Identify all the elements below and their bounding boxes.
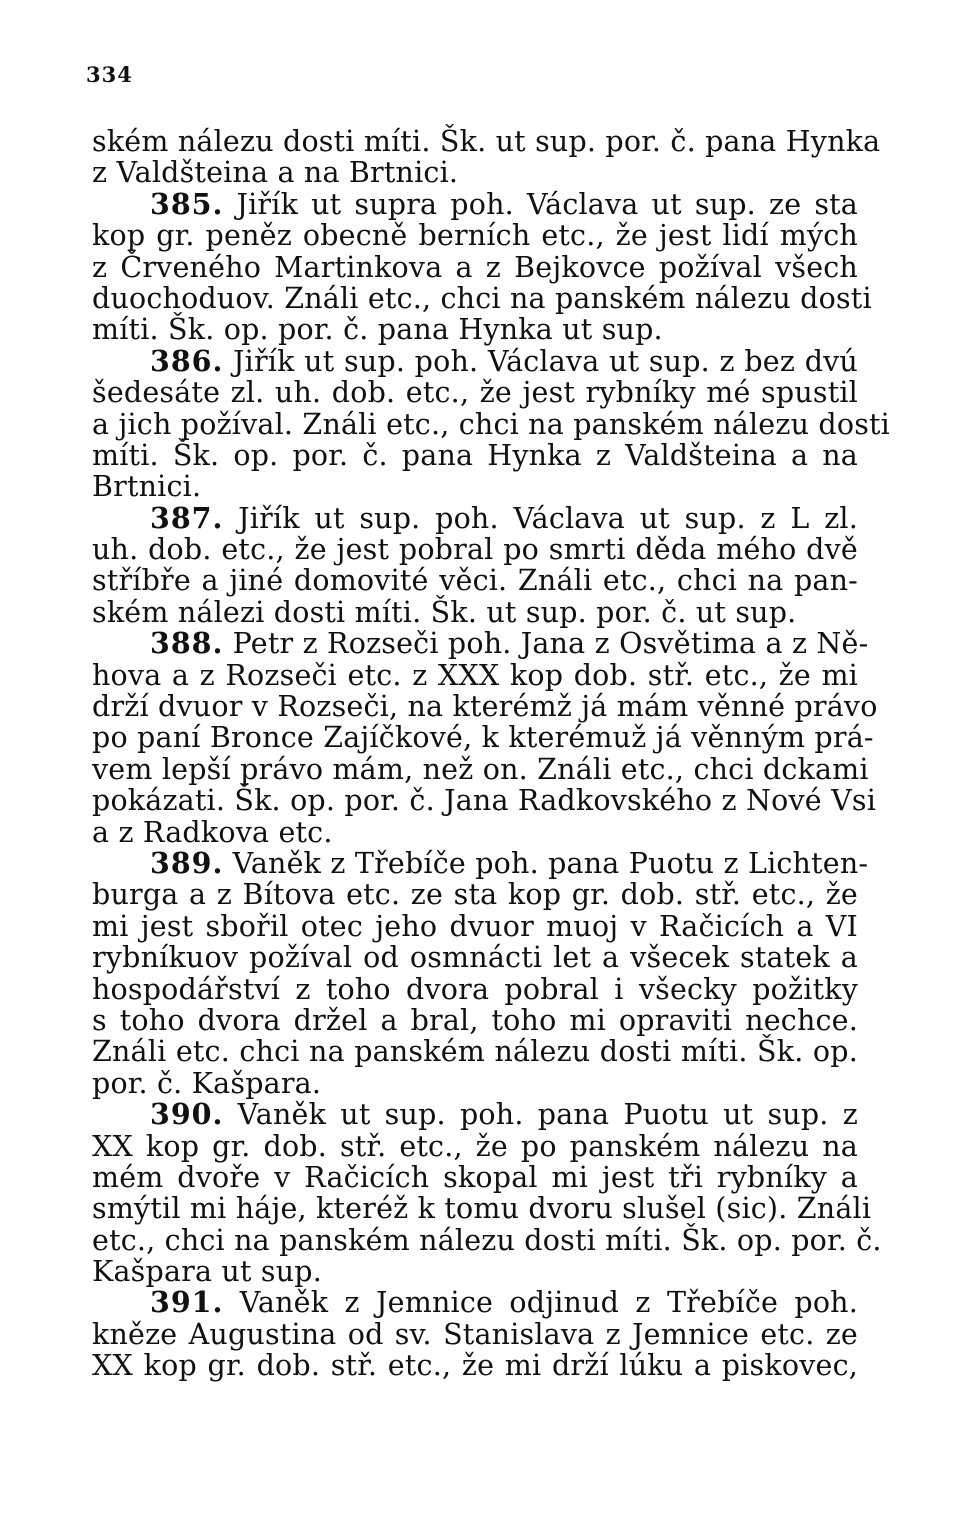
text-line — [92, 1036, 858, 1067]
text-line — [92, 1131, 858, 1162]
text-line — [92, 440, 858, 471]
line-text: kop gr. peněz obecně berních etc., že jest lidí mých — [92, 219, 858, 253]
text-line — [92, 1068, 858, 1099]
text-line — [92, 597, 858, 628]
text-line — [92, 186, 858, 221]
line-text: Jiřík ut supra poh. Václava ut sup. ze sta — [223, 187, 858, 221]
text-line — [92, 817, 858, 848]
entry-number: 390. — [150, 1097, 224, 1132]
line-text: ském nálezu dosti míti. Šk. ut sup. por. č. pana Hynka — [92, 125, 881, 158]
line-text: míti. Šk. op. por. č. pana Hynka z Valdšteina a na — [92, 438, 858, 472]
line-text: Jiřík ut sup. poh. Václava ut sup. z bez dvú — [223, 344, 858, 378]
line-text: mi jest sbořil otec jeho dvuor muoj v Račicích a VI — [92, 909, 858, 943]
entry-number: 386. — [150, 343, 224, 378]
line-text: a jich požíval. Ználi etc., chci na panském nálezu dosti — [92, 407, 890, 441]
line-text: duochoduov. Ználi etc., chci na panském nálezu dosti — [92, 281, 872, 315]
line-text: Brtnici. — [92, 470, 202, 504]
text-line — [92, 1223, 882, 1257]
line-text: etc., chci na panském nálezu dosti míti. Šk. op. por. č. — [92, 1223, 882, 1257]
text-line — [92, 1350, 858, 1381]
text-line — [92, 879, 858, 910]
text-line — [92, 660, 858, 691]
text-line — [92, 784, 877, 818]
line-text: Vaněk ut sup. poh. pana Puotu ut sup. z — [223, 1098, 858, 1132]
text-line — [92, 1162, 858, 1193]
text-line — [92, 1256, 858, 1287]
line-text: s toho dvora držel a bral, toho mi opraviti nechce. — [92, 1003, 858, 1037]
entry-number: 388. — [150, 626, 224, 661]
line-text: kněze Augustina od sv. Stanislava z Jemnice etc. ze — [92, 1317, 858, 1351]
entry-number: 391. — [150, 1285, 224, 1320]
text-line — [92, 500, 858, 535]
line-text: burga a z Bítova etc. ze sta kop gr. dob. stř. etc., že — [92, 878, 858, 912]
text-line — [92, 471, 858, 502]
line-text: z Črveného Martinkova a z Bejkovce požíval všech — [92, 250, 858, 284]
text-line — [92, 125, 881, 158]
text-line — [92, 252, 858, 283]
text-line — [92, 534, 858, 565]
text-line — [92, 343, 858, 378]
text-line — [92, 1099, 858, 1130]
line-text: stříbře a jiné domovité věci. Ználi etc., chci na pan- — [92, 564, 858, 598]
line-text: Ználi etc. chci na panském nálezu dosti míti. Šk. op. — [92, 1035, 858, 1069]
text-line — [92, 845, 869, 880]
line-text: a z Radkova etc. — [92, 815, 333, 849]
text-line — [92, 721, 874, 755]
text-line — [92, 314, 858, 345]
line-text: drží dvuor v Rozseči, na kterémž já mám věnné právo — [92, 690, 878, 724]
line-text: rybníkuov požíval od osmnácti let a všecek statek a — [92, 941, 858, 975]
line-text: míti. Šk. op. por. č. pana Hynka ut sup. — [92, 313, 663, 347]
line-text: XX kop gr. dob. stř. etc., že po panském nálezu na — [92, 1129, 858, 1163]
text-line — [92, 1287, 858, 1318]
line-text: ském nálezi dosti míti. Šk. ut sup. por. č. ut sup. — [92, 595, 797, 629]
line-text: uh. dob. etc., že jest pobral po smrti děda mého dvě — [92, 533, 858, 567]
line-text: šedesáte zl. uh. dob. etc., že jest rybníky mé spustil — [92, 376, 858, 410]
text-line — [92, 220, 858, 251]
text-line — [92, 565, 858, 596]
page-text — [92, 125, 890, 1383]
text-line — [92, 690, 878, 724]
text-line — [92, 911, 858, 942]
text-line — [92, 1005, 858, 1036]
entry-number: 385. — [150, 186, 224, 221]
line-text: hospodářství z toho dvora pobral i všecky požitky — [92, 972, 858, 1006]
text-line — [92, 626, 869, 661]
text-line — [92, 281, 872, 315]
text-line — [92, 377, 858, 408]
text-line — [92, 157, 858, 188]
line-text: Jiřík ut sup. poh. Václava ut sup. z L zl. — [223, 501, 858, 535]
line-text: vem lepší právo mám, než on. Ználi etc., chci dckami — [92, 752, 869, 786]
text-line — [92, 974, 858, 1005]
line-text: Kašpara ut sup. — [92, 1255, 322, 1289]
entry-number: 387. — [150, 500, 224, 535]
text-line — [92, 752, 869, 786]
line-text: smýtil mi háje, kteréž k tomu dvoru slušel (sic). Ználi — [92, 1192, 872, 1226]
line-text: z Valdšteina a na Brtnici. — [92, 156, 459, 190]
text-line — [92, 407, 890, 441]
line-text: mém dvoře v Račicích skopal mi jest tři rybníky a — [92, 1160, 858, 1194]
line-text: pokázati. Šk. op. por. č. Jana Radkovského z Nové Vsi — [92, 784, 877, 818]
text-line — [92, 1319, 858, 1350]
line-text: XX kop gr. dob. stř. etc., že mi drží lúku a piskovec, — [92, 1349, 858, 1383]
text-line — [92, 1192, 872, 1226]
line-text: hova a z Rozseči etc. z XXX kop dob. stř. etc., že mi — [92, 658, 858, 692]
line-text: por. č. Kašpara. — [92, 1066, 322, 1100]
line-text: po paní Bronce Zajíčkové, k kterémuž já věnným prá- — [92, 721, 874, 755]
page-number: 334 — [86, 62, 133, 87]
entry-number: 389. — [150, 845, 224, 880]
text-line — [92, 942, 858, 973]
line-text: Vaněk z Třebíče poh. pana Puotu z Lichten- — [223, 846, 869, 880]
line-text: Petr z Rozseči poh. Jana z Osvětima a z Ně- — [223, 627, 869, 661]
line-text: Vaněk z Jemnice odjinud z Třebíče poh. — [223, 1286, 858, 1320]
